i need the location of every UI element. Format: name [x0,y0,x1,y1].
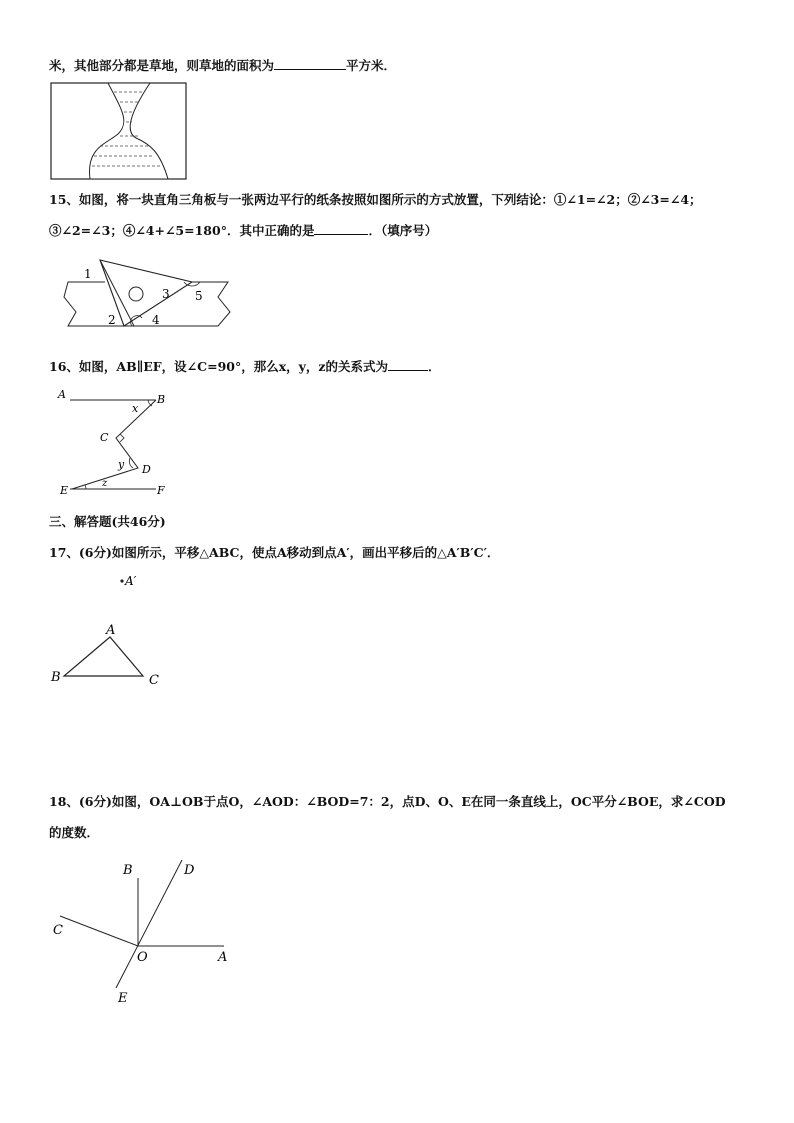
q18-figure [48,858,238,1008]
point-E: E [60,484,69,497]
q15-line1: 15、如图，将一块直角三角板与一张两边平行的纸条按照如图所示的方式放置，下列结论：①∠1=∠2；②∠3=∠4； [49,192,702,207]
point-O: O [137,950,148,965]
angle-label-4: 4 [152,313,160,327]
q15-line2 [49,222,437,239]
point-C: C [53,923,63,938]
point-B: B [157,393,166,406]
section-heading: 三、解答题(共46分) [49,514,166,529]
q15-line2-after: ．（填序号） [368,223,438,238]
angle-y: y [118,458,125,471]
q16-text-after: ． [428,359,441,374]
q18-line1: 18、(6分)如图，OA⊥OB于点O，∠AOD：∠BOD=7：2，点D、O、E在同一条直线上，OC平分∠BOE，求∠COD [49,794,726,809]
point-A: A [58,388,66,401]
point-C: C [149,673,159,688]
angle-label-5: 5 [195,289,203,303]
q14-text-before: 米，其他部分都是草地，则草地的面积为 [49,58,275,73]
q16-text [49,358,441,375]
point-A: A [218,950,228,965]
q17-text: 17、(6分)如图所示，平移△ABC，使点A移动到点A′，画出平移后的△A′B′C′． [49,545,500,560]
point-D: D [184,863,195,878]
angle-label-3: 3 [162,287,170,301]
q14-figure [50,82,188,180]
point-E: E [118,991,128,1006]
q16-text-before: 16、如图，AB∥EF，设∠C=90°，那么x，y，z的关系式为 [49,359,389,374]
q15-figure [60,252,235,332]
q15-line2-before: ③∠2=∠3；④∠4+∠5=180°．其中正确的是 [49,223,315,238]
q16-figure [56,386,176,498]
answer-blank[interactable] [314,222,368,235]
angle-z: z [102,478,108,489]
angle-x: x [132,402,139,415]
point-A-prime: A′ [125,574,137,588]
answer-blank[interactable] [388,358,428,371]
point-B: B [123,863,133,878]
q17-figure [46,570,176,695]
q14-text [49,57,396,74]
point-D: D [142,463,151,476]
q18-line2: 的度数． [49,825,100,840]
point-F: F [157,484,165,497]
point-A: A [106,623,116,638]
angle-label-2: 2 [108,313,116,327]
angle-label-1: 1 [84,267,92,281]
point-B: B [51,670,61,685]
point-C: C [100,431,109,444]
answer-blank[interactable] [274,57,346,70]
q14-text-after: 平方米． [346,58,397,73]
